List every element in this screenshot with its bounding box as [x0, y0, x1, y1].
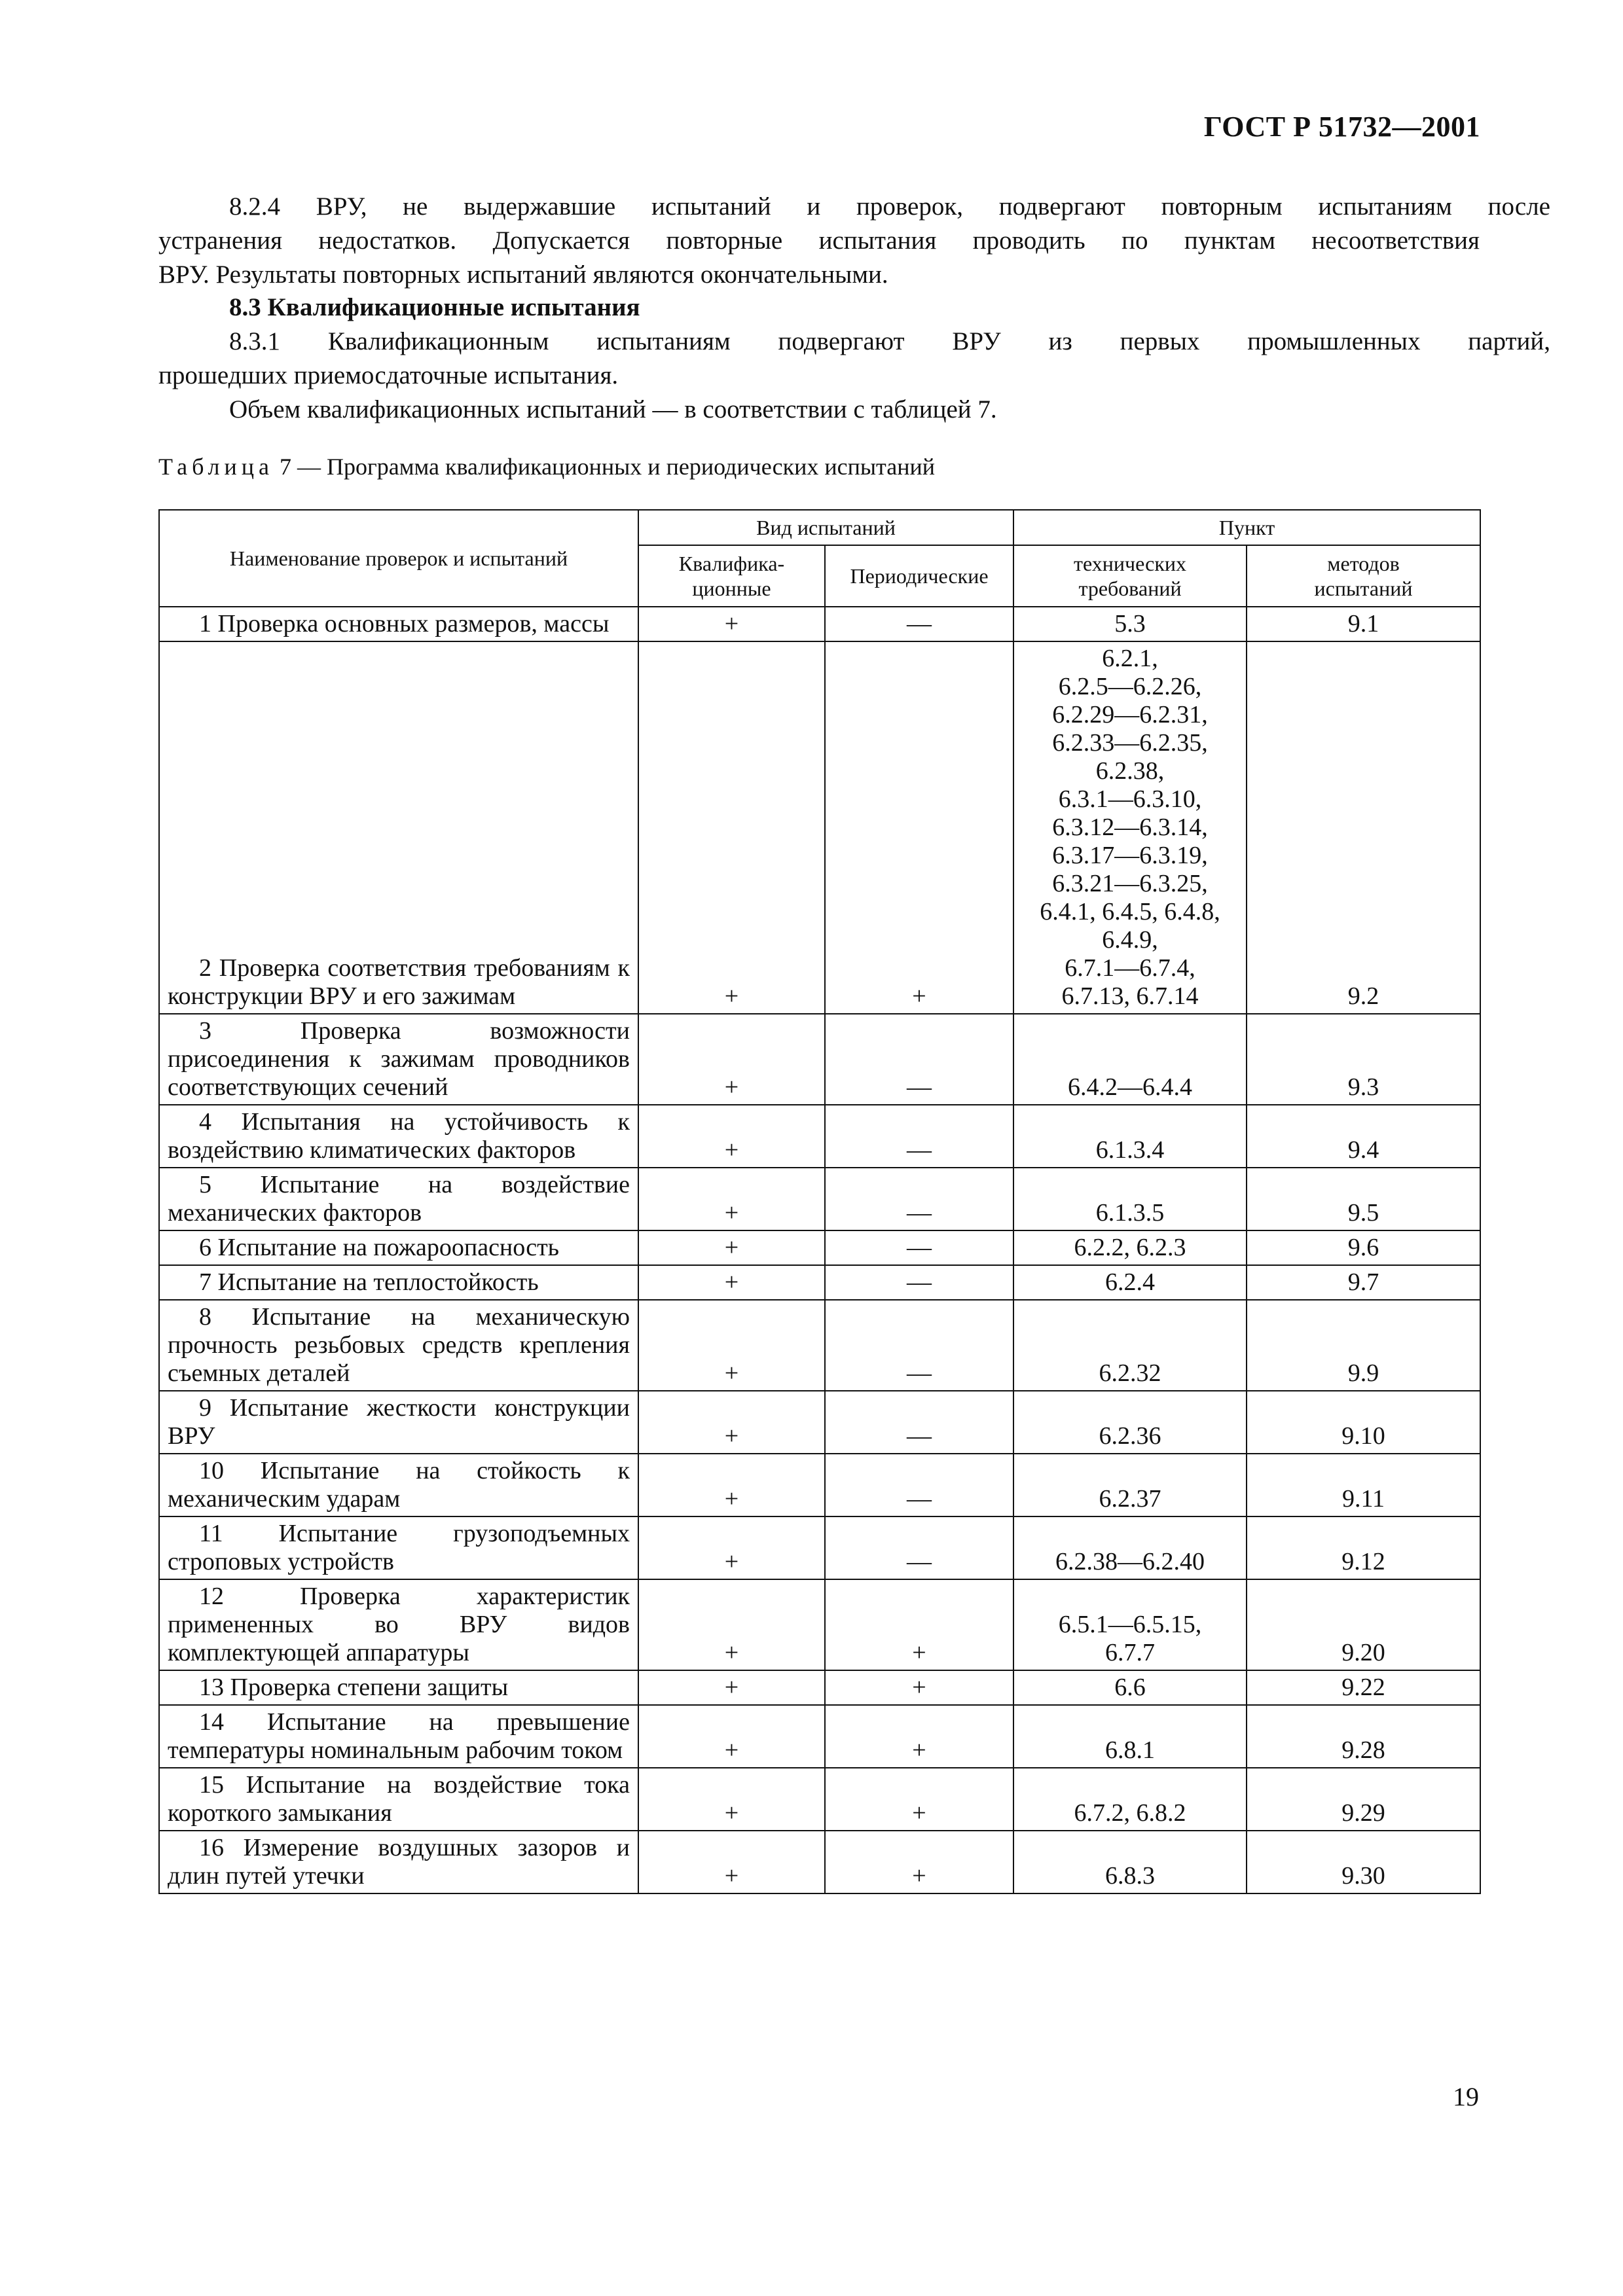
cell-qualification: + [638, 1579, 825, 1670]
cell-name: 1 Проверка основных размеров, массы [159, 607, 638, 641]
cell-periodic: — [825, 1168, 1013, 1230]
cell-periodic: + [825, 1831, 1013, 1893]
table-caption [158, 453, 935, 480]
header-test-methods: методов испытаний [1247, 545, 1480, 607]
cell-test-method: 9.1 [1247, 607, 1480, 641]
cell-periodic: — [825, 1454, 1013, 1516]
cell-qualification: + [638, 1831, 825, 1893]
cell-technical-requirements: 6.4.2—6.4.4 [1013, 1014, 1247, 1105]
cell-qualification: + [638, 1300, 825, 1391]
cell-qualification: + [638, 1265, 825, 1300]
cell-periodic: + [825, 1579, 1013, 1670]
section-heading-text: 8.3 Квалификационные испытания [229, 293, 640, 321]
cell-test-method: 9.9 [1247, 1300, 1480, 1391]
cell-technical-requirements: 6.2.38—6.2.40 [1013, 1516, 1247, 1579]
page-number: 19 [1453, 2082, 1479, 2111]
cell-name: 15 Испытание на воздействие тока короткого замыкания [159, 1768, 638, 1831]
document-id: ГОСТ Р 51732—2001 [1203, 111, 1480, 143]
table-7 [158, 509, 1481, 1894]
cell-name: 12 Проверка характеристик примененных во ВРУ видов комплектующей аппаратуры [159, 1579, 638, 1670]
cell-technical-requirements: 6.2.1, 6.2.5—6.2.26, 6.2.29—6.2.31, 6.2.33—6.2.35, 6.2.38, 6.3.1—6.3.10, 6.3.12—6.3.14, 6.3.17—6.3.19, 6.3.21—6.3.25, 6.4.1, 6.4.5, 6.4.8, 6.4.9, 6.7.1—6.7.4, 6.7.13, 6.7.14 [1013, 641, 1247, 1014]
cell-technical-requirements: 6.2.2, 6.2.3 [1013, 1230, 1247, 1265]
cell-test-method: 9.22 [1247, 1670, 1480, 1705]
cell-test-method: 9.6 [1247, 1230, 1480, 1265]
cell-qualification: + [638, 1230, 825, 1265]
cell-qualification: + [638, 1516, 825, 1579]
cell-technical-requirements: 6.1.3.4 [1013, 1105, 1247, 1168]
cell-periodic: — [825, 1014, 1013, 1105]
cell-technical-requirements: 6.2.32 [1013, 1300, 1247, 1391]
cell-test-method: 9.4 [1247, 1105, 1480, 1168]
cell-qualification: + [638, 1454, 825, 1516]
paragraph-line: 8.2.4 ВРУ, не выдержавшие испытаний и проверок, подвергают повторным испытаниям после [229, 192, 1550, 221]
cell-qualification: + [638, 1768, 825, 1831]
cell-name: 5 Испытание на воздействие механических факторов [159, 1168, 638, 1230]
cell-test-method: 9.5 [1247, 1168, 1480, 1230]
cell-technical-requirements: 6.2.37 [1013, 1454, 1247, 1516]
cell-name: 10 Испытание на стойкость к механическим ударам [159, 1454, 638, 1516]
cell-name: 13 Проверка степени защиты [159, 1670, 638, 1705]
table-row [159, 1454, 1480, 1516]
table-row [159, 1014, 1480, 1105]
cell-technical-requirements: 6.8.3 [1013, 1831, 1247, 1893]
cell-periodic: + [825, 1768, 1013, 1831]
table-row [159, 1579, 1480, 1670]
table-row [159, 1670, 1480, 1705]
cell-name: 2 Проверка соответствия требованиям к конструкции ВРУ и его зажимам [159, 641, 638, 1014]
cell-name: 4 Испытания на устойчивость к воздействию климатических факторов [159, 1105, 638, 1168]
paragraph-line: 8.3.1 Квалификационным испытаниям подвергают ВРУ из первых промышленных партий, [229, 327, 1550, 355]
cell-name: 7 Испытание на теплостойкость [159, 1265, 638, 1300]
cell-name: 8 Испытание на механическую прочность резьбовых средств крепления съемных деталей [159, 1300, 638, 1391]
table-caption-label: Таблица [158, 454, 274, 480]
cell-technical-requirements: 6.8.1 [1013, 1705, 1247, 1768]
cell-test-method: 9.12 [1247, 1516, 1480, 1579]
cell-periodic: — [825, 1230, 1013, 1265]
cell-qualification: + [638, 1168, 825, 1230]
cell-name: 16 Измерение воздушных зазоров и длин путей утечки [159, 1831, 638, 1893]
cell-periodic: + [825, 641, 1013, 1014]
cell-qualification: + [638, 1105, 825, 1168]
table-row [159, 641, 1480, 1014]
table-row [159, 607, 1480, 641]
cell-test-method: 9.30 [1247, 1831, 1480, 1893]
table-row [159, 1265, 1480, 1300]
cell-periodic: + [825, 1705, 1013, 1768]
header-test-type: Вид испытаний [638, 510, 1013, 545]
cell-test-method: 9.10 [1247, 1391, 1480, 1454]
paragraph-volume [158, 393, 1550, 427]
cell-periodic: — [825, 1265, 1013, 1300]
cell-test-method: 9.20 [1247, 1579, 1480, 1670]
paragraph-8-3-1-cont [158, 359, 1480, 393]
cell-technical-requirements: 6.2.4 [1013, 1265, 1247, 1300]
cell-technical-requirements: 6.7.2, 6.8.2 [1013, 1768, 1247, 1831]
table-row [159, 1105, 1480, 1168]
cell-technical-requirements: 6.5.1—6.5.15, 6.7.7 [1013, 1579, 1247, 1670]
table-caption-text: 7 — Программа квалификационных и периодических испытаний [273, 454, 935, 480]
header-technical-requirements: технических требований [1013, 545, 1247, 607]
cell-test-method: 9.11 [1247, 1454, 1480, 1516]
cell-name: 6 Испытание на пожароопасность [159, 1230, 638, 1265]
table-row [159, 1391, 1480, 1454]
cell-test-method: 9.7 [1247, 1265, 1480, 1300]
cell-test-method: 9.28 [1247, 1705, 1480, 1768]
cell-qualification: + [638, 1391, 825, 1454]
cell-periodic: + [825, 1670, 1013, 1705]
cell-technical-requirements: 6.6 [1013, 1670, 1247, 1705]
section-heading-8-3 [158, 291, 1550, 325]
paragraph-line: прошедших приемосдаточные испытания. [158, 361, 619, 389]
cell-technical-requirements: 6.1.3.5 [1013, 1168, 1247, 1230]
paragraph-line: устранения недостатков. Допускается повторные испытания проводить по пунктам несоответствия [158, 226, 1480, 255]
cell-test-method: 9.2 [1247, 641, 1480, 1014]
header-periodic: Периодические [825, 545, 1013, 607]
cell-periodic: — [825, 1105, 1013, 1168]
table-row [159, 1705, 1480, 1768]
cell-test-method: 9.29 [1247, 1768, 1480, 1831]
cell-periodic: — [825, 1516, 1013, 1579]
cell-qualification: + [638, 1670, 825, 1705]
cell-periodic: — [825, 607, 1013, 641]
paragraph-8-2-4 [158, 190, 1550, 224]
cell-periodic: — [825, 1300, 1013, 1391]
table-row [159, 1516, 1480, 1579]
cell-qualification: + [638, 641, 825, 1014]
table-header-row [159, 510, 1480, 545]
paragraph-8-2-4-cont [158, 224, 1480, 292]
paragraph-8-3-1 [158, 325, 1550, 359]
table-row [159, 1768, 1480, 1831]
cell-name: 9 Испытание жесткости конструкции ВРУ [159, 1391, 638, 1454]
cell-qualification: + [638, 1014, 825, 1105]
table-row [159, 1831, 1480, 1893]
cell-name: 11 Испытание грузоподъемных строповых устройств [159, 1516, 638, 1579]
cell-periodic: — [825, 1391, 1013, 1454]
paragraph-line: ВРУ. Результаты повторных испытаний являются окончательными. [158, 260, 888, 289]
table-row [159, 1168, 1480, 1230]
cell-technical-requirements: 6.2.36 [1013, 1391, 1247, 1454]
paragraph-line: Объем квалификационных испытаний — в соответствии с таблицей 7. [229, 395, 997, 423]
cell-qualification: + [638, 1705, 825, 1768]
header-qualification: Квалифика- ционные [638, 545, 825, 607]
cell-test-method: 9.3 [1247, 1014, 1480, 1105]
header-name: Наименование проверок и испытаний [159, 510, 638, 607]
table-row [159, 1300, 1480, 1391]
cell-name: 3 Проверка возможности присоединения к зажимам проводников соответствующих сечений [159, 1014, 638, 1105]
cell-qualification: + [638, 607, 825, 641]
table-row [159, 1230, 1480, 1265]
cell-technical-requirements: 5.3 [1013, 607, 1247, 641]
cell-name: 14 Испытание на превышение температуры номинальным рабочим током [159, 1705, 638, 1768]
header-clause: Пункт [1013, 510, 1480, 545]
